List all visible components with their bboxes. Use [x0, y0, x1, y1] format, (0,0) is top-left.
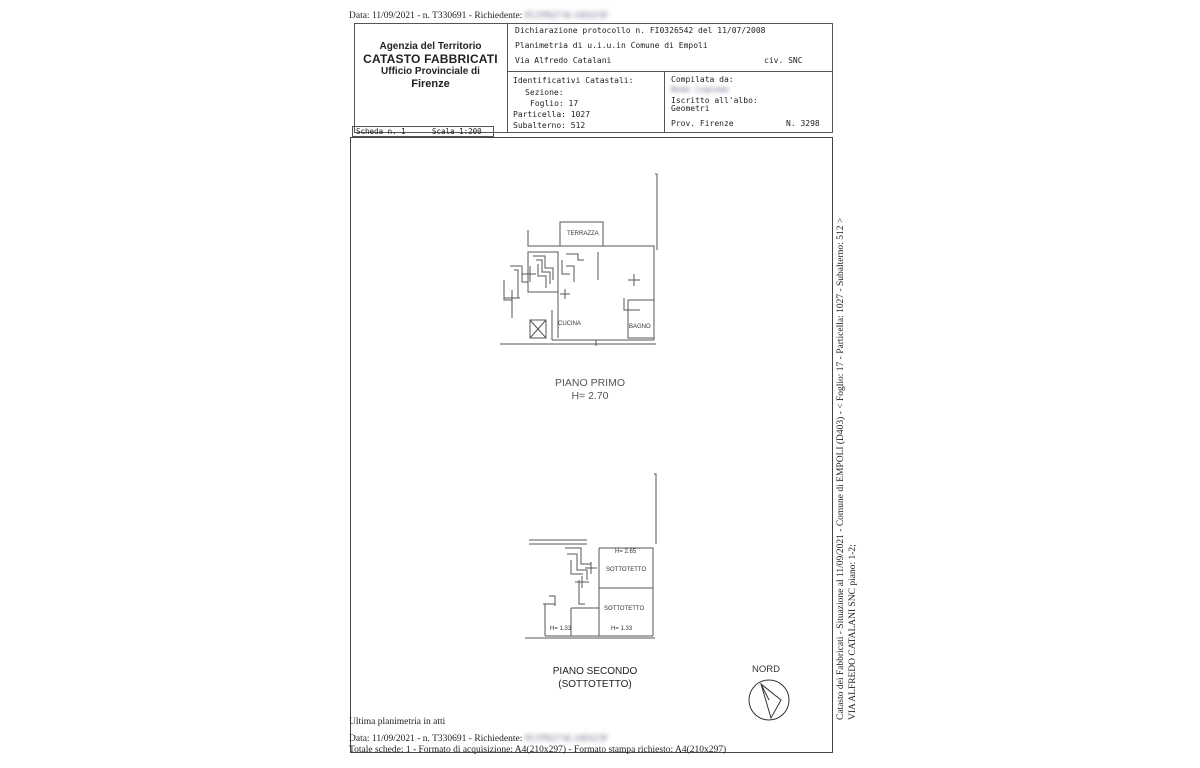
ultima-planimetria: Ultima planimetria in atti [349, 717, 446, 727]
city-label: Firenze [411, 77, 450, 90]
floor1-height: H= 2.70 [571, 390, 609, 402]
province-value: Prov. Firenze [671, 119, 734, 128]
footer-request [349, 734, 608, 744]
room-bagno: BAGNO [629, 324, 651, 330]
floor-plan-primo [500, 170, 670, 350]
scale-label: Scala 1:200 [432, 127, 482, 136]
height-265: H= 2.65 [615, 549, 637, 555]
request-header-text: Data: 11/09/2021 - n. T330691 - Richiedente: [349, 11, 523, 21]
footer-requester-redacted: PLTPRZ74L16E625F [524, 734, 609, 744]
albo-number: N. 3298 [786, 119, 820, 128]
height-133-left: H= 1.33 [550, 626, 572, 632]
footer-request-text: Data: 11/09/2021 - n. T330691 - Richiedente: [349, 734, 523, 744]
agency-name: Agenzia del Territorio [379, 41, 482, 52]
iscritto-label: Iscritto all'albo: [671, 96, 758, 105]
room-sottotetto-1: SOTTOTETTO [606, 567, 647, 573]
ufficio-label: Ufficio Provinciale di [381, 66, 480, 78]
north-arrow-icon [745, 676, 795, 726]
profession-value: Geometri [671, 104, 710, 113]
room-sottotetto-2: SOTTOTETTO [604, 606, 645, 612]
address-line: Via Alfredo Catalani [515, 56, 612, 65]
title-block-hdivider [507, 71, 833, 72]
sidebar-line-2: VIA ALFREDO CATALANI SNC piano: 1-2; [848, 544, 858, 720]
title-block-divider [507, 23, 508, 133]
floor2-title: PIANO SECONDO [552, 666, 638, 677]
catasto-title: CATASTO FABBRICATI [363, 51, 498, 66]
protocol-line: Dichiarazione protocollo n. FI0326542 del 11/07/2008 [515, 26, 766, 35]
sidebar-line-1: Catasto dei Fabbricati - Situazione al 11/09/2021 - Comune di EMPOLI (D403) - < Foglio: 17 - Particella: 1027 - Subalterno: 512 > [836, 217, 846, 720]
identificativi-title: Identificativi Catastali: [513, 76, 634, 85]
civic-number: civ. SNC [764, 56, 803, 65]
agency-block [354, 41, 507, 90]
cadastral-sidebar [835, 80, 859, 720]
north-label: NORD [752, 664, 780, 675]
floor1-title: PIANO PRIMO [554, 377, 625, 389]
floor2-subtitle: (SOTTOTETTO) [558, 679, 632, 690]
floor-plan-secondo [525, 470, 665, 645]
room-terrazza: TERRAZZA [567, 231, 599, 237]
compilata-title: Compilata da: [671, 75, 734, 84]
planimetria-line: Planimetria di u.i.u.in Comune di Empoli [515, 41, 708, 50]
particella-field: Particella: 1027 [513, 110, 591, 119]
title-block-vdivider [664, 71, 665, 133]
height-133-right: H= 1.33 [611, 626, 633, 632]
scheda-number: Scheda n. 1 [356, 127, 406, 136]
compiler-redacted: Nome Cognome [671, 85, 729, 94]
foglio-field: Foglio: 17 [530, 99, 579, 108]
subalterno-field: Subalterno: 512 [513, 121, 586, 130]
footer-totale: Totale schede: 1 - Formato di acquisizione: A4(210x297) - Formato stampa richiesto: A4(210x297) [349, 745, 727, 755]
sezione-field: Sezione: [525, 88, 564, 97]
requester-redacted: PLTPRZ74L16E625F [524, 11, 609, 21]
request-header [349, 11, 608, 21]
room-cucina: CUCINA [558, 321, 582, 327]
